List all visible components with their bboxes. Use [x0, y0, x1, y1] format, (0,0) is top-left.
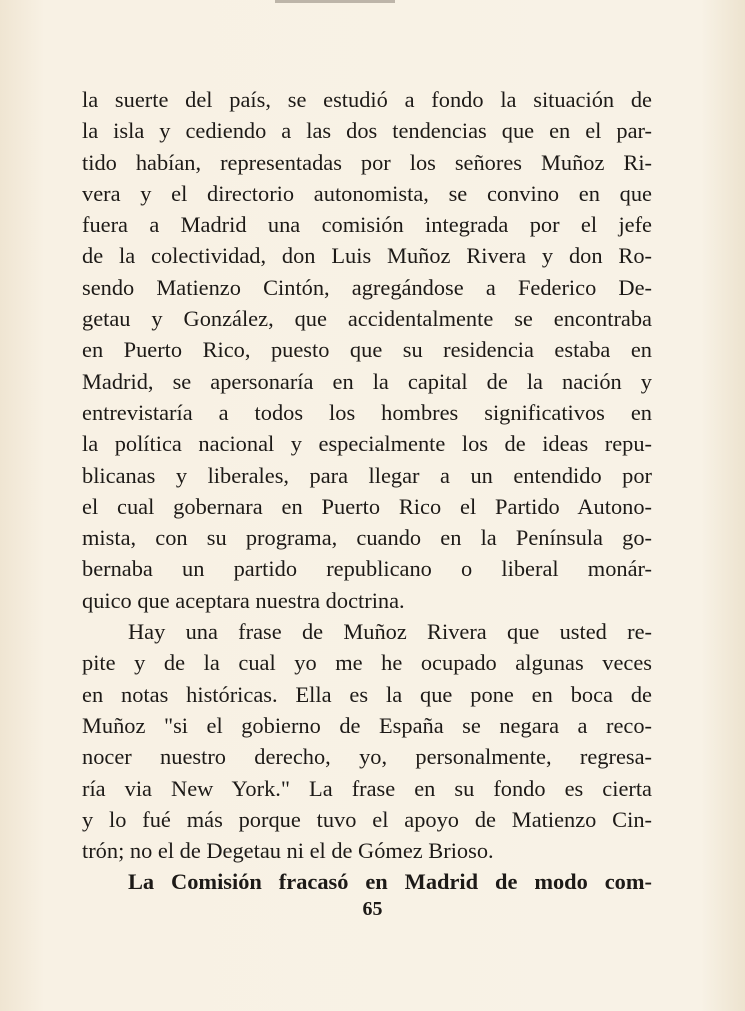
text-line: mista, con su programa, cuando en la Península go-	[82, 525, 652, 551]
text-line: de la colectividad, don Luis Muñoz Rivera y don Ro-	[82, 243, 652, 269]
text-line: trón; no el de Degetau ni el de Gómez Brioso.	[82, 838, 494, 864]
text-line: nocer nuestro derecho, yo, personalmente, regresa-	[82, 744, 652, 770]
text-line: en Puerto Rico, puesto que su residencia estaba en	[82, 337, 652, 363]
text-line: el cual gobernara en Puerto Rico el Partido Autono-	[82, 493, 652, 519]
text-line: en notas históricas. Ella es la que pone en boca de	[82, 681, 652, 707]
text-line: Muñoz "si el gobierno de España se negara a reco-	[82, 712, 652, 738]
text-line: getau y González, que accidentalmente se encontraba	[82, 306, 652, 332]
text-line: pite y de la cual yo me he ocupado algunas veces	[82, 650, 652, 676]
text-line: La Comisión fracasó en Madrid de modo com-	[128, 869, 652, 895]
text-line: Hay una frase de Muñoz Rivera que usted re-	[128, 619, 652, 645]
text-line: la política nacional y especialmente los de ideas repu-	[82, 431, 652, 457]
text-line: la isla y cediendo a las dos tendencias que en el par-	[82, 118, 652, 144]
text-line: tido habían, representadas por los señores Muñoz Ri-	[82, 149, 652, 175]
text-line: sendo Matienzo Cintón, agregándose a Federico De-	[82, 274, 652, 300]
text-line: ría via New York." La frase en su fondo es cierta	[82, 775, 652, 801]
text-line: bernaba un partido republicano o liberal monár-	[82, 556, 652, 582]
text-line: vera y el directorio autonomista, se convino en que	[82, 180, 652, 206]
text-line: blicanas y liberales, para llegar a un entendido por	[82, 462, 652, 488]
text-line: entrevistaría a todos los hombres significativos en	[82, 399, 652, 425]
body-text	[82, 84, 652, 898]
text-line: la suerte del país, se estudió a fondo la situación de	[82, 87, 652, 112]
page-number: 65	[362, 898, 383, 920]
top-edge-mark	[275, 0, 395, 3]
text-line: y lo fué más porque tuvo el apoyo de Matienzo Cin-	[82, 806, 652, 832]
text-line: fuera a Madrid una comisión integrada por el jefe	[82, 212, 652, 238]
text-line: quico que aceptara nuestra doctrina.	[82, 587, 405, 613]
text-line: Madrid, se apersonaría en la capital de la nación y	[82, 368, 652, 394]
